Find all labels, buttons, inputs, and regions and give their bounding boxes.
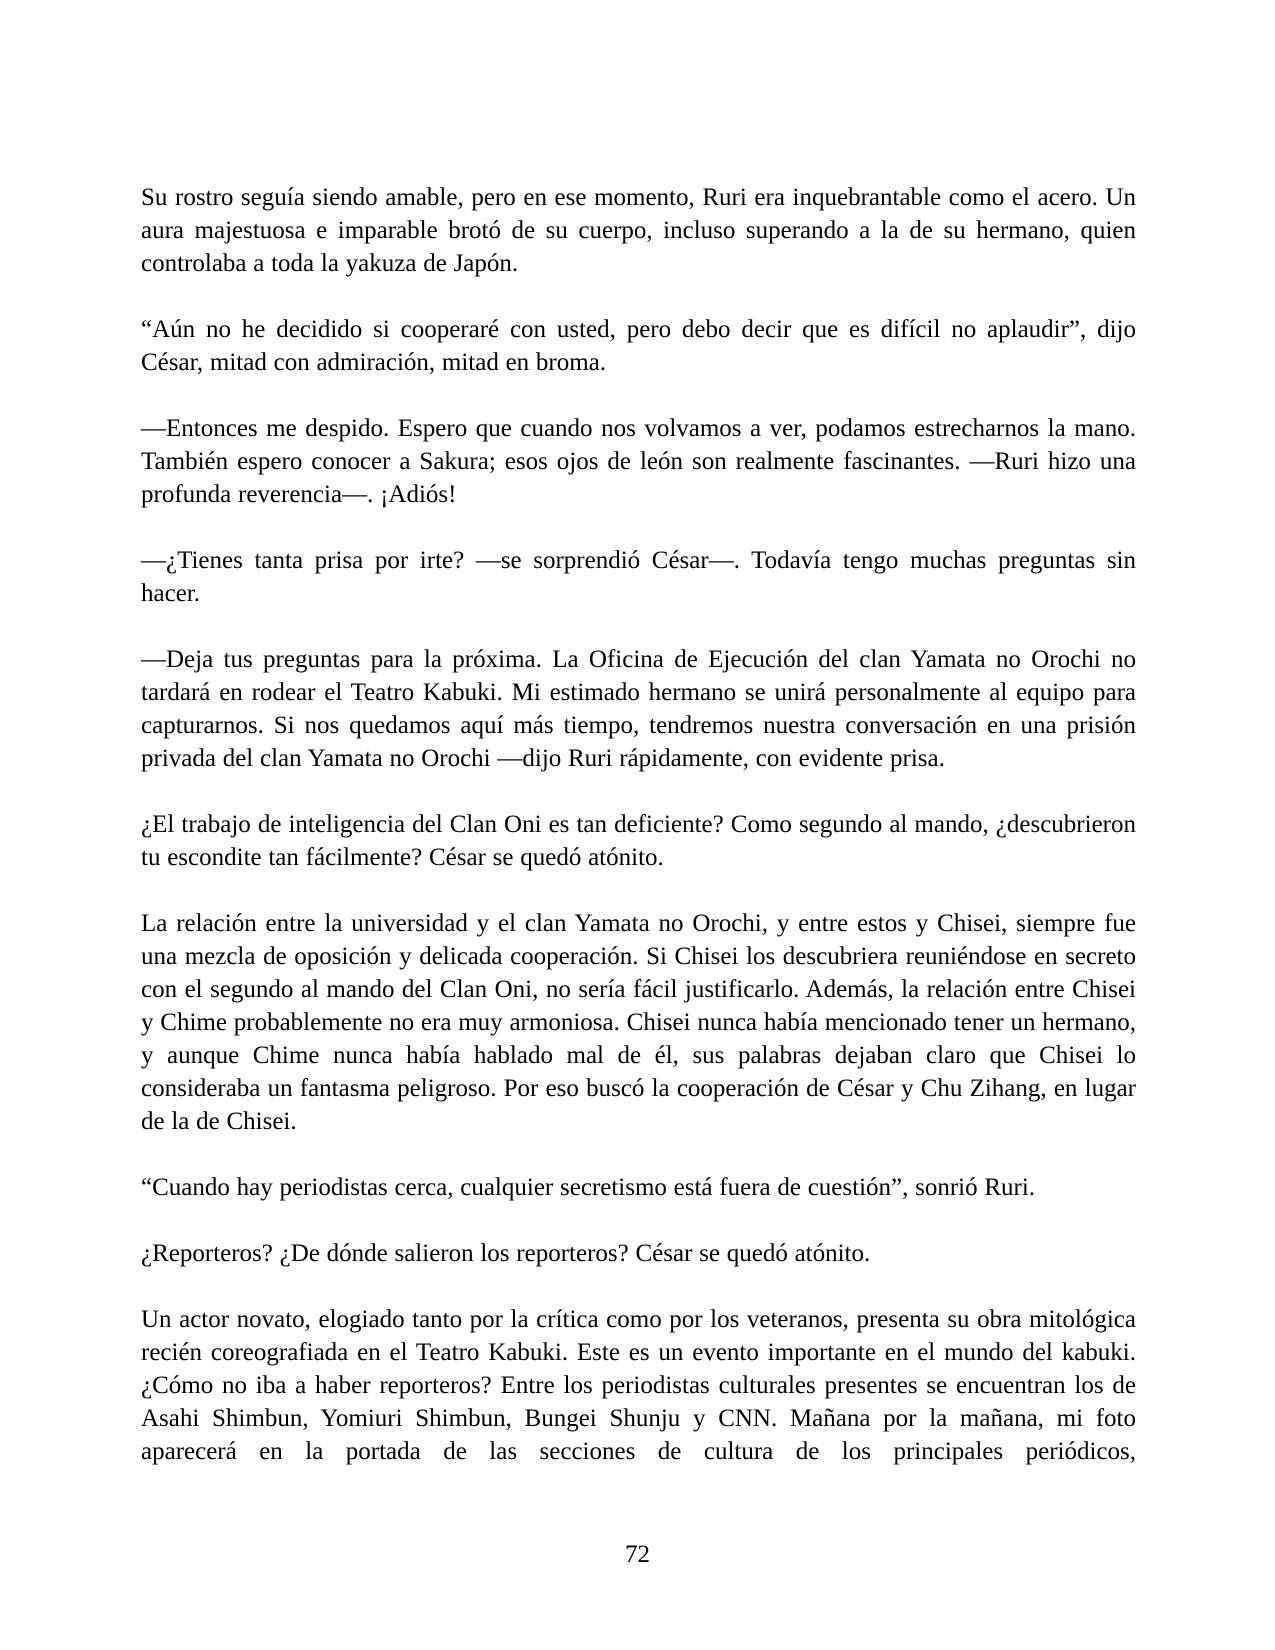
paragraph-6: ¿El trabajo de inteligencia del Clan Oni es tan deficiente? Como segundo al mando, ¿descubrieron tu escondite tan fácilmente? César se quedó atónito. [141, 811, 1136, 871]
paragraph-1: Su rostro seguía siendo amable, pero en ese momento, Ruri era inquebrantable como el acero. Un aura majestuosa e imparable brotó de su cuerpo, incluso superando a la de su hermano, quien controlaba a toda la yakuza de Japón. [141, 184, 1136, 277]
paragraph-9: ¿Reporteros? ¿De dónde salieron los reporteros? César se quedó atónito. [141, 1240, 871, 1267]
paragraph-2: “Aún no he decidido si cooperaré con usted, pero debo decir que es difícil no aplaudir”, dijo César, mitad con admiración, mitad en broma. [141, 316, 1136, 376]
paragraph-8: “Cuando hay periodistas cerca, cualquier secretismo está fuera de cuestión”, sonrió Ruri. [141, 1174, 1036, 1201]
page-number: 72 [625, 1541, 650, 1568]
paragraph-5: —Deja tus preguntas para la próxima. La Oficina de Ejecución del clan Yamata no Orochi no tardará en rodear el Teatro Kabuki. Mi estimado hermano se unirá personalmente al equipo para capturarnos. Si nos quedamos aquí más tiempo, tendremos nuestra conversación en una prisión privada del clan Yamata no Orochi —dijo Ruri rápidamente, con evidente prisa. [141, 646, 1136, 772]
paragraph-10: Un actor novato, elogiado tanto por la crítica como por los veteranos, presenta su obra mitológica recién coreografiada en el Teatro Kabuki. Este es un evento importante en el mundo del kabuki. ¿Cómo no iba a haber reporteros? Entre los periodistas culturales presentes se encuentran los de Asahi Shimbun, Yomiuri Shimbun, Bungei Shunju y CNN. Mañana por la mañana, mi foto aparecerá en la portada de las secciones de cultura de los principales periódicos, [141, 1306, 1136, 1465]
paragraph-7: La relación entre la universidad y el clan Yamata no Orochi, y entre estos y Chisei, siempre fue una mezcla de oposición y delicada cooperación. Si Chisei los descubriera reuniéndose en secreto con el segundo al mando del Clan Oni, no sería fácil justificarlo. Además, la relación entre Chisei y Chime probablemente no era muy armoniosa. Chisei nunca había mencionado tener un hermano, y aunque Chime nunca había hablado mal de él, sus palabras dejaban claro que Chisei lo consideraba un fantasma peligroso. Por eso buscó la cooperación de César y Chu Zihang, en lugar de la de Chisei. [141, 910, 1136, 1135]
text-block [141, 181, 1136, 1501]
paragraph-4: —¿Tienes tanta prisa por irte? —se sorprendió César—. Todavía tengo muchas preguntas sin hacer. [141, 547, 1136, 607]
paragraph-3: —Entonces me despido. Espero que cuando nos volvamos a ver, podamos estrecharnos la mano. También espero conocer a Sakura; esos ojos de león son realmente fascinantes. —Ruri hizo una profunda reverencia—. ¡Adiós! [141, 415, 1136, 508]
